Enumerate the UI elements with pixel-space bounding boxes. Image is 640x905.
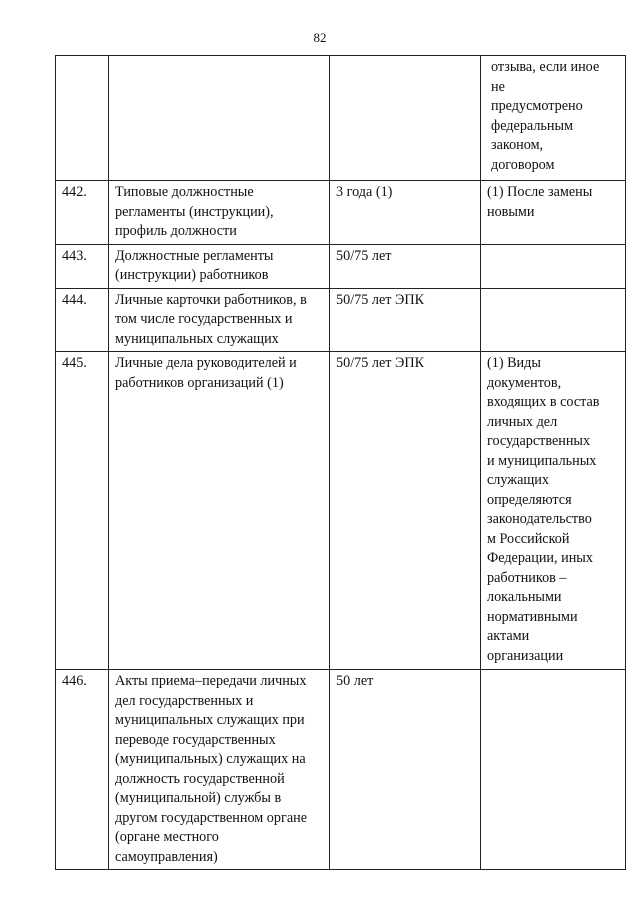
document-name [109,56,330,181]
row-number [56,56,109,181]
document-name: Личные карточки работников, в том числе государственных и муниципальных служащих [109,288,330,352]
row-number: 444. [56,288,109,352]
document-name: Должностные регламенты (инструкции) работников [109,244,330,288]
row-note: (1) Виды документов, входящих в состав личных дел государственных и муниципальных служащих определяются законодательство м Российской Федерации, иных работников – локальными нормативными актами организации [481,352,626,670]
table-row [56,670,626,870]
document-name: Типовые должностные регламенты (инструкции), профиль должности [109,181,330,245]
retention-term: 50/75 лет ЭПК [330,352,481,670]
retention-table [55,55,626,870]
row-note: (1) После замены новыми [481,181,626,245]
table-row [56,56,626,181]
retention-term: 50 лет [330,670,481,870]
document-name: Акты приема–передачи личных дел государственных и муниципальных служащих при переводе государственных (муниципальных) служащих на должность государственной (муниципальной) службы в другом государственном органе (органе местного самоуправления) [109,670,330,870]
row-note [481,288,626,352]
retention-term: 50/75 лет ЭПК [330,288,481,352]
table-row [56,244,626,288]
page-number: 82 [313,30,327,45]
row-note: отзыва, если иное не предусмотрено федеральным законом, договором [481,56,626,181]
row-number: 442. [56,181,109,245]
document-name: Личные дела руководителей и работников организаций (1) [109,352,330,670]
row-note [481,670,626,870]
table-row [56,181,626,245]
row-number: 443. [56,244,109,288]
retention-term: 50/75 лет [330,244,481,288]
retention-term: 3 года (1) [330,181,481,245]
retention-term [330,56,481,181]
row-note [481,244,626,288]
row-number: 446. [56,670,109,870]
table-row [56,288,626,352]
row-number: 445. [56,352,109,670]
table-row [56,352,626,670]
